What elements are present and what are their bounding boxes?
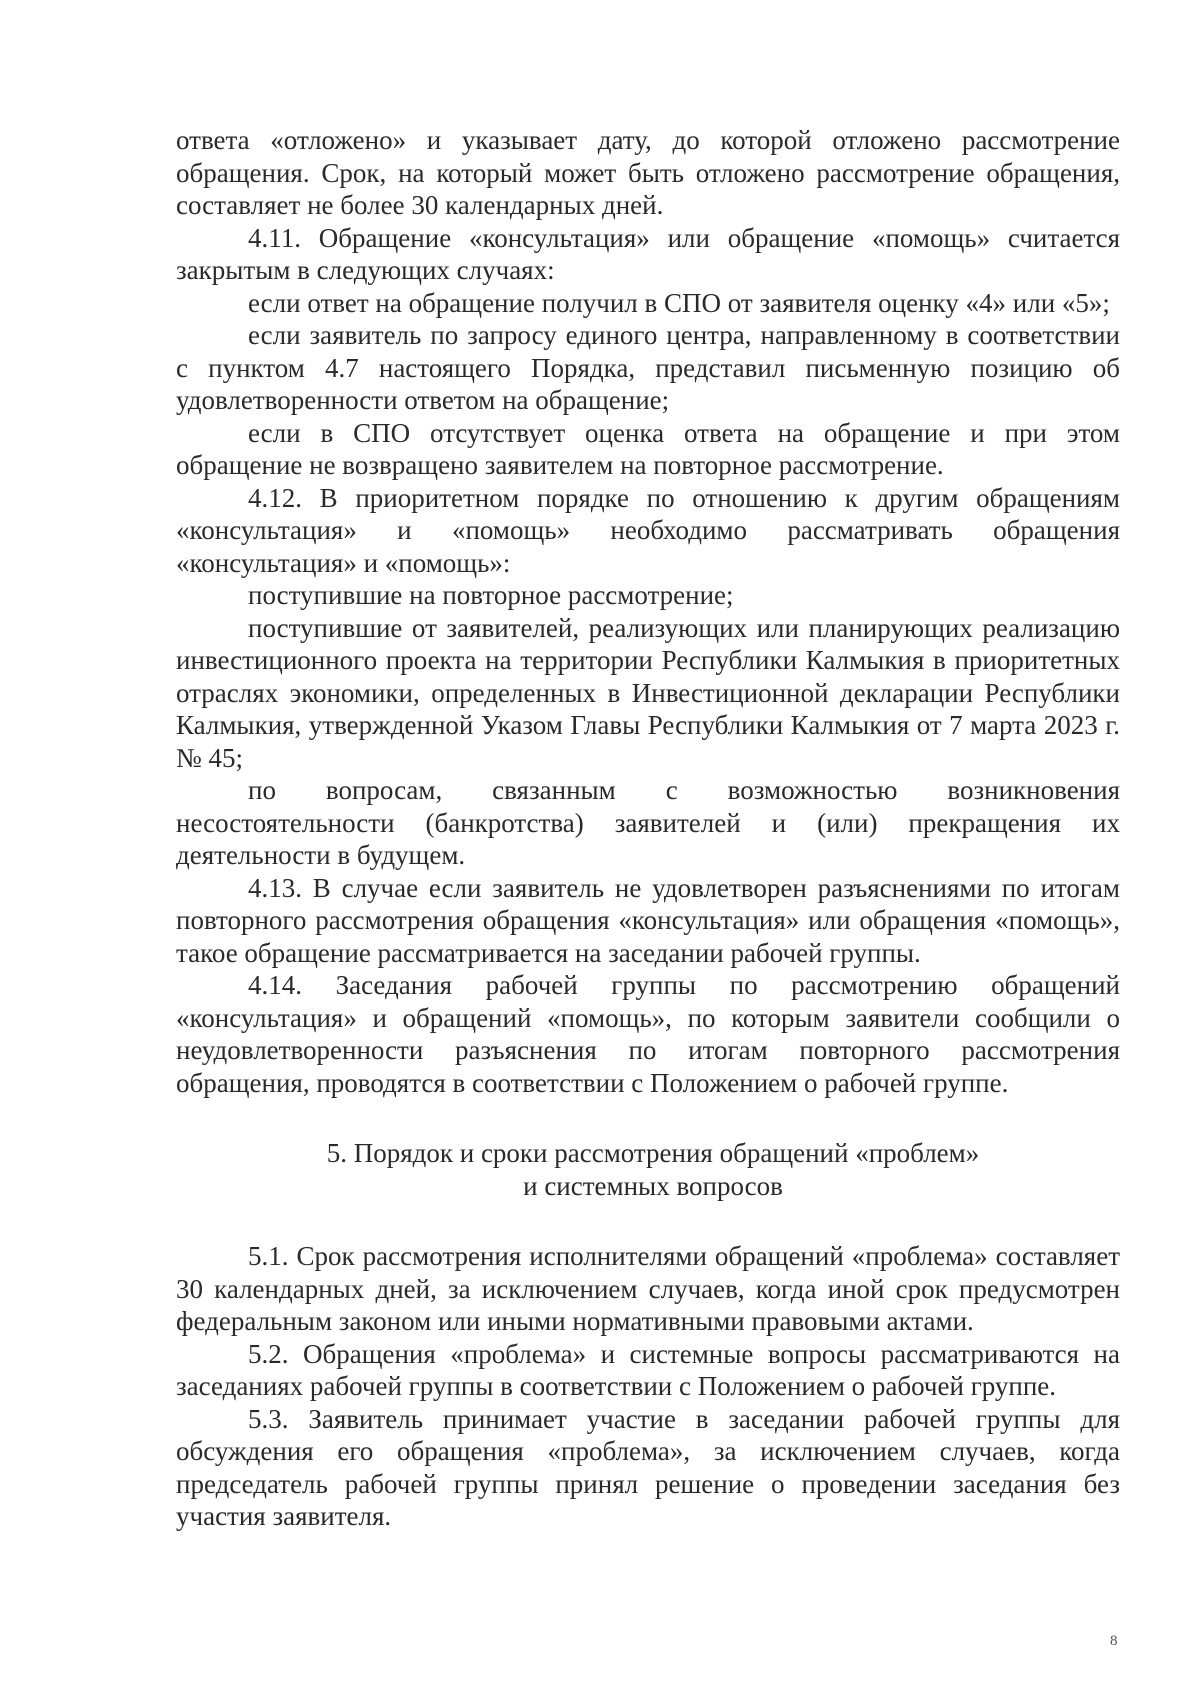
paragraph-4-11: 4.11. Обращение «консультация» или обращение «помощь» считается закрытым в следующих случаях: <box>176 222 1120 285</box>
paragraph-5-2: 5.2. Обращения «проблема» и системные вопросы рассматриваются на заседаниях рабочей группы в соответствии с Положением о рабочей группе. <box>176 1338 1120 1401</box>
paragraph-4-12-item-1: поступившие на повторное рассмотрение; <box>248 580 734 610</box>
paragraph-5-1: 5.1. Срок рассмотрения исполнителями обращений «проблема» составляет 30 календарных дней, за исключением случаев, когда иной срок предусмотрен федеральным законом или иными нормативными правовыми актами. <box>176 1241 1120 1336</box>
paragraph-5-3: 5.3. Заявитель принимает участие в заседании рабочей группы для обсуждения его обращения «проблема», за исключением случаев, когда председатель рабочей группы принял решение о проведении заседания без участия заявителя. <box>176 1403 1120 1531</box>
paragraph-4-11-case-3: если в СПО отсутствует оценка ответа на обращение и при этом обращение не возвращено заявителем на повторное рассмотрение. <box>176 417 1120 480</box>
paragraph-4-12-item-3: по вопросам, связанным с возможностью возникновения несостоятельности (банкротства) заявителей и (или) прекращения их деятельности в будущем. <box>176 775 1120 870</box>
paragraph-4-12: 4.12. В приоритетном порядке по отношению к другим обращениям «консультация» и «помощь» необходимо рассматривать обращения «консультация» и «помощь»: <box>176 482 1120 578</box>
section-heading-line-2: и системных вопросов <box>523 1170 783 1201</box>
document-body <box>176 124 1120 1533</box>
paragraphs-after-section <box>176 1240 1120 1533</box>
page-number: 8 <box>1110 1633 1118 1649</box>
paragraph-continuation: ответа «отложено» и указывает дату, до которой отложено рассмотрение обращения. Срок, на который может быть отложено рассмотрение обращения, составляет не более 30 календарных дней. <box>176 125 1120 220</box>
section-heading-line-1: 5. Порядок и сроки рассмотрения обращений «проблем» <box>326 1138 980 1168</box>
section-heading <box>176 1137 1120 1202</box>
paragraph-4-12-item-2: поступившие от заявителей, реализующих или планирующих реализацию инвестиционного проекта на территории Республики Калмыкия в приоритетных отраслях экономики, определенных в Инвестиционной декларации Республики Калмыкия, утвержденной Указом Главы Республики Калмыкия от 7 марта 2023 г. № 45; <box>176 612 1120 773</box>
paragraph-4-11-case-1: если ответ на обращение получил в СПО от заявителя оценку «4» или «5»; <box>248 287 1110 318</box>
paragraphs-before-section <box>176 124 1120 1099</box>
paragraph-4-13: 4.13. В случае если заявитель не удовлетворен разъяснениями по итогам повторного рассмотрения обращения «консультация» или обращения «помощь», такое обращение рассматривается на заседании рабочей группы. <box>176 872 1120 968</box>
paragraph-4-14: 4.14. Заседания рабочей группы по рассмотрению обращений «консультация» и обращений «помощь», по которым заявители сообщили о неудовлетворенности разъяснения по итогам повторного рассмотрения обращения, проводятся в соответствии с Положением о рабочей группе. <box>176 970 1120 1098</box>
paragraph-4-11-case-2: если заявитель по запросу единого центра, направленному в соответствии с пунктом 4.7 настоящего Порядка, представил письменную позицию об удовлетворенности ответом на обращение; <box>176 320 1120 415</box>
